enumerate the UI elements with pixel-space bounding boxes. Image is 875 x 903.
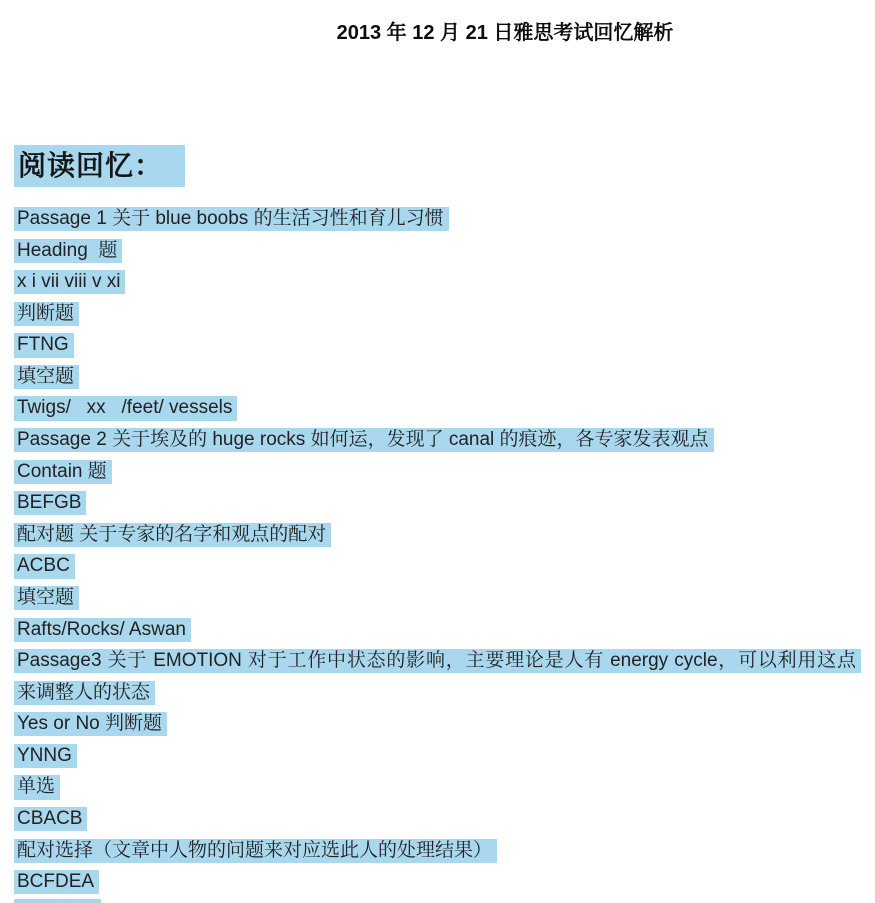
recall-line-text: Passage 1 关于 blue boobs 的生活习性和育儿习惯 [14, 207, 449, 231]
recall-line-text: Rafts/Rocks/ Aswan [14, 618, 191, 642]
recall-line [14, 428, 861, 452]
recall-line [14, 554, 861, 578]
recall-line [14, 207, 861, 231]
recall-lines [14, 207, 861, 902]
recall-line [14, 365, 861, 389]
recall-line [14, 712, 861, 736]
recall-line [14, 333, 861, 357]
recall-line-text: FTNG [14, 333, 74, 357]
recall-line-text: Twigs/ xx /feet/ vessels [14, 396, 237, 420]
recall-line-text: Yes or No 判断题 [14, 712, 167, 736]
recall-line-text: 填空题 [14, 365, 79, 389]
recall-line [14, 681, 861, 705]
cutoff-highlight-strip [14, 899, 101, 903]
recall-line [14, 302, 861, 326]
recall-line-text: Passage 2 关于埃及的 huge rocks 如何运，发现了 canal 的痕迹，各专家发表观点 [14, 428, 714, 452]
recall-line [14, 239, 861, 263]
recall-line-text: 单选 [14, 775, 60, 799]
recall-line [14, 744, 861, 768]
recall-line-text: Heading 题 [14, 239, 122, 263]
recall-line [14, 586, 861, 610]
recall-line [14, 870, 861, 894]
recall-line [14, 775, 861, 799]
recall-line [14, 491, 861, 515]
recall-line-text: 填空题 [14, 586, 79, 610]
recall-line [14, 649, 861, 673]
recall-line [14, 396, 861, 420]
recall-line-text: YNNG [14, 744, 77, 768]
recall-line [14, 618, 861, 642]
recall-line [14, 523, 861, 547]
recall-line [14, 460, 861, 484]
recall-line-text: ACBC [14, 554, 75, 578]
section-heading-row [14, 145, 185, 187]
recall-line-text: 判断题 [14, 302, 79, 326]
section-heading: 阅读回忆： [14, 145, 185, 187]
recall-line-text: Contain 题 [14, 460, 112, 484]
recall-line [14, 839, 861, 863]
recall-line-text: 配对选择（文章中人物的问题来对应选此人的处理结果） [14, 839, 497, 863]
document-title: 2013 年 12 月 21 日雅思考试回忆解析 [336, 22, 674, 44]
recall-line-text: 来调整人的状态 [14, 681, 155, 705]
recall-line-text: CBACB [14, 807, 87, 831]
recall-line-text: Passage3 关于 EMOTION 对于工作中状态的影响，主要理论是人有 energy cycle，可以利用这点 [14, 649, 861, 673]
recall-line-text: BCFDEA [14, 870, 99, 894]
recall-line [14, 270, 861, 294]
recall-line [14, 807, 861, 831]
recall-line-text: x i vii viii v xi [14, 270, 125, 294]
recall-line-text: BEFGB [14, 491, 86, 515]
recall-line-text: 配对题 关于专家的名字和观点的配对 [14, 523, 331, 547]
